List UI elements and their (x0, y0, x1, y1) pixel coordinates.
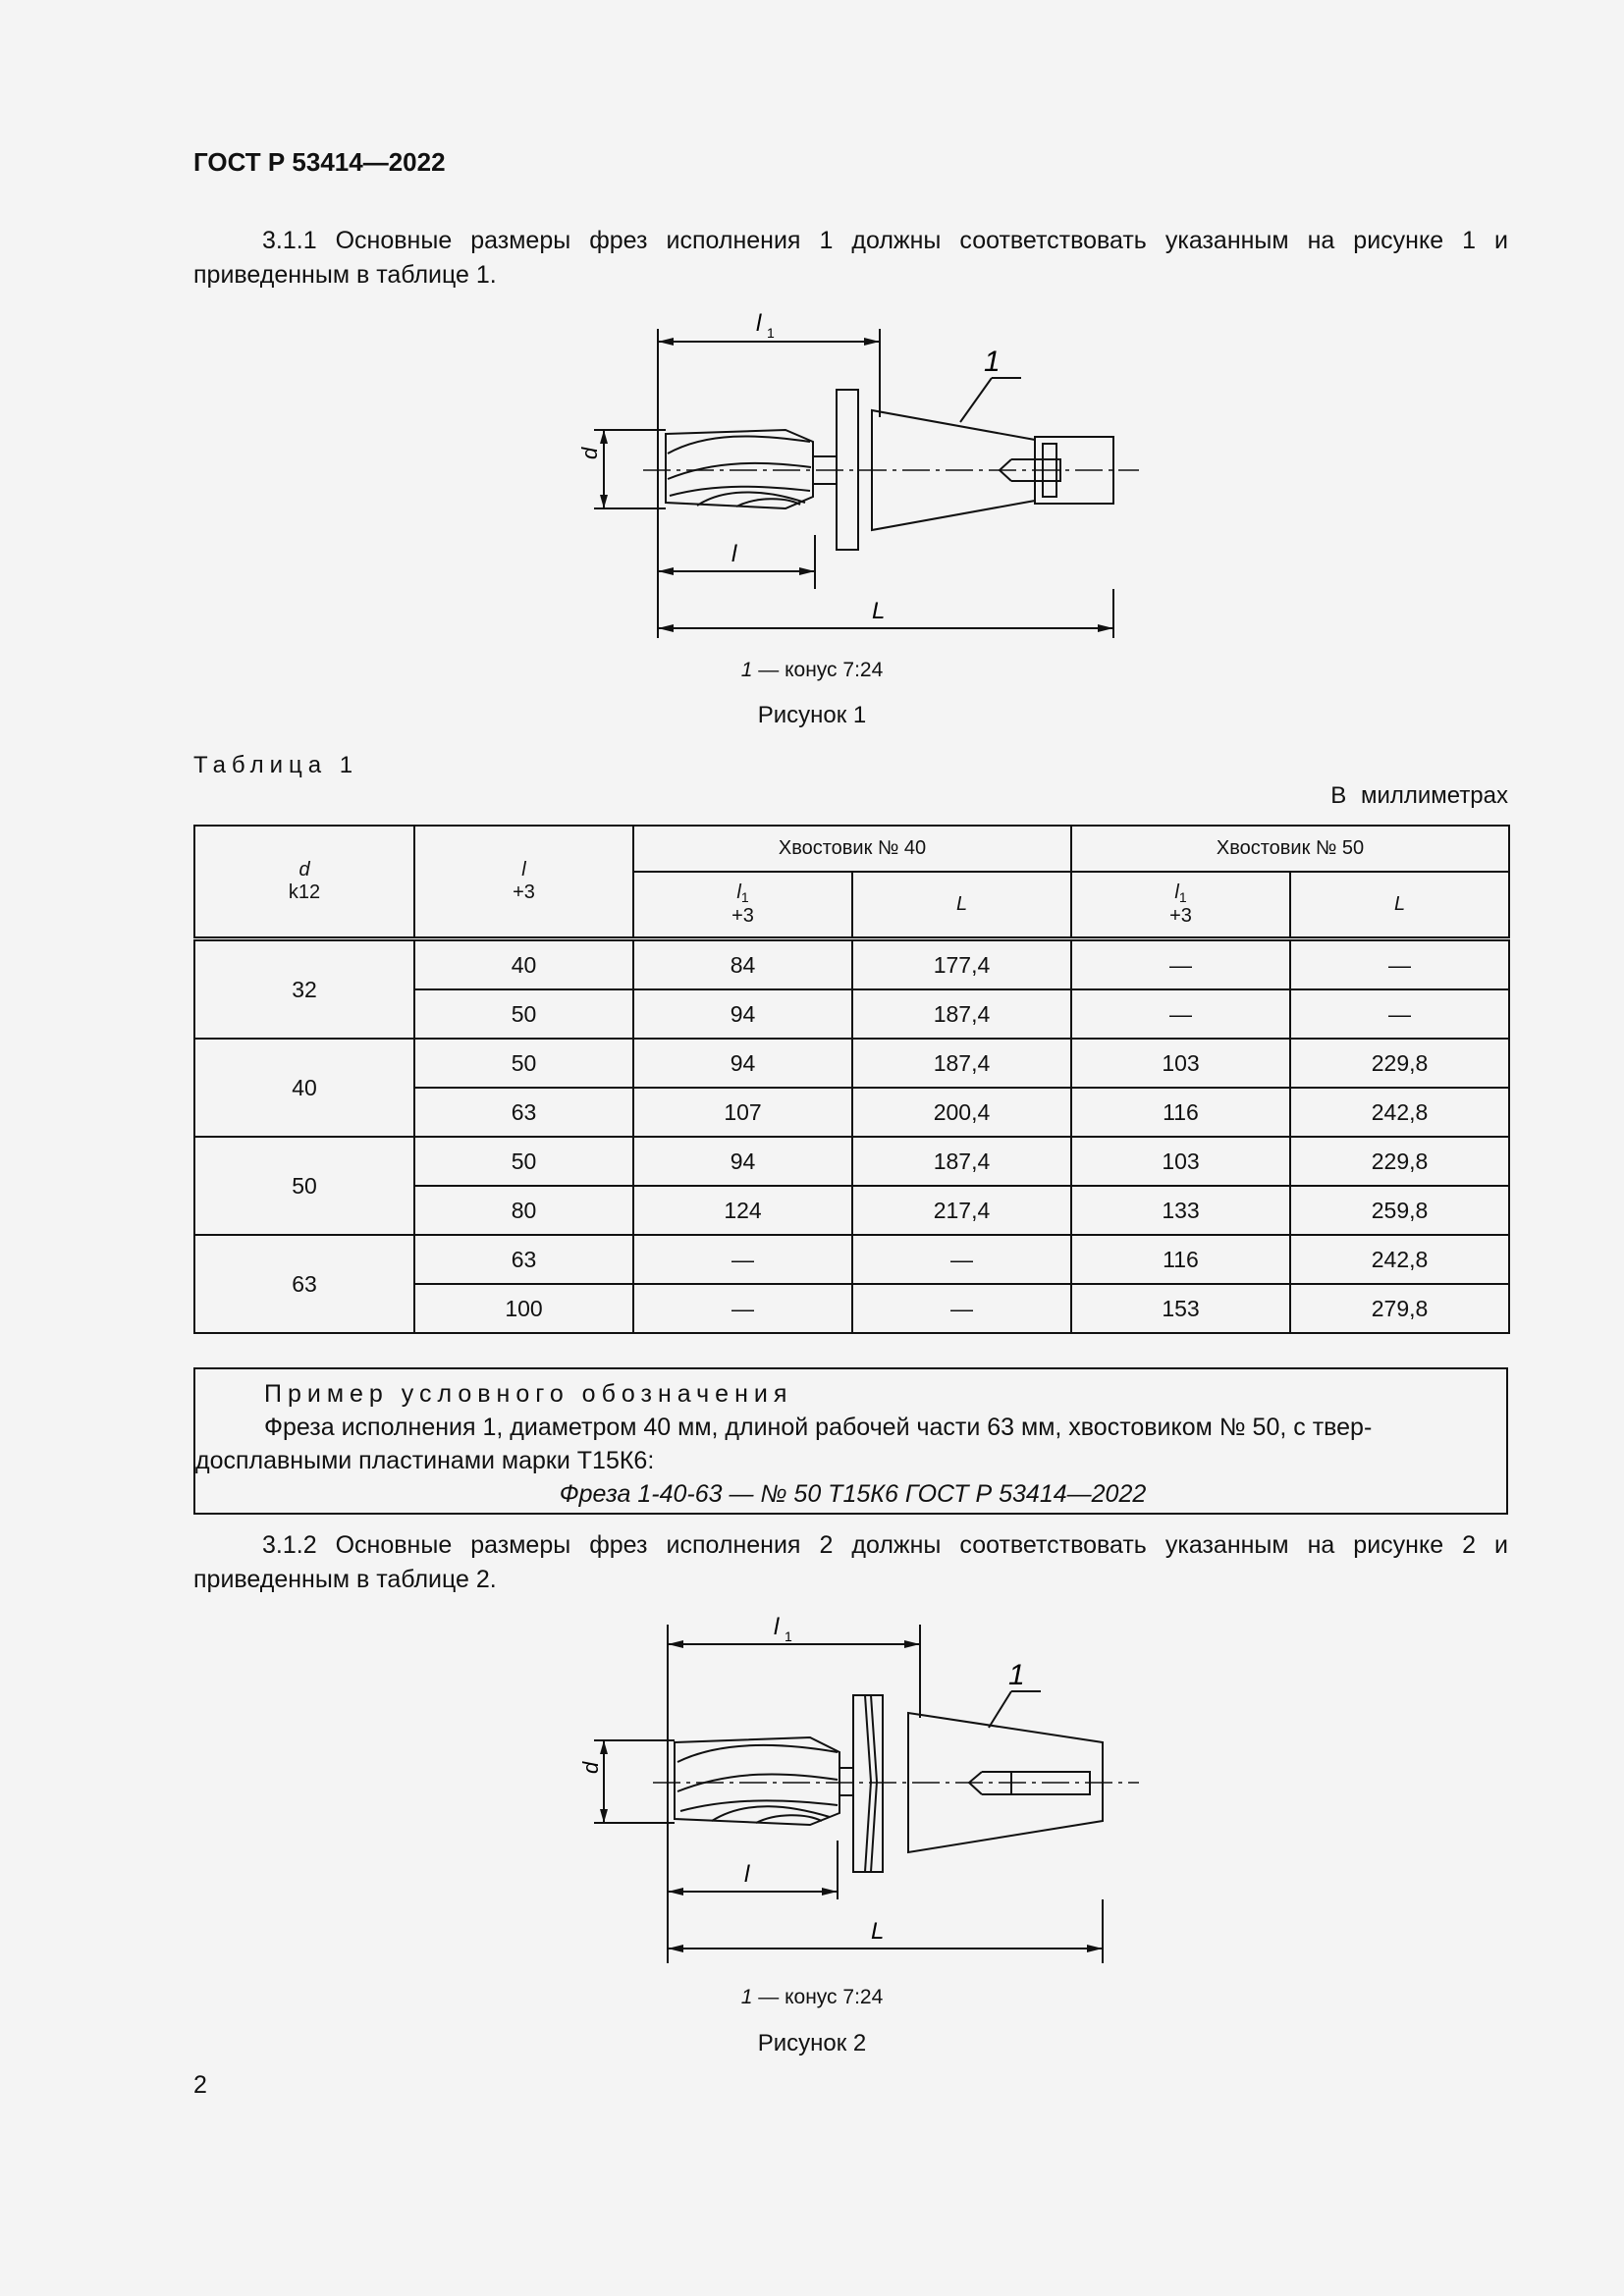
cell-l: 63 (414, 1235, 633, 1284)
dim-l-label: l (744, 1861, 750, 1888)
cell-l1-40: 84 (633, 939, 852, 990)
header-L-40: L (852, 872, 1071, 939)
cell-d: 50 (194, 1137, 414, 1235)
svg-text:1: 1 (785, 1629, 792, 1644)
dim-L-label: L (871, 1918, 885, 1945)
table-row (194, 939, 1509, 990)
cell-L-50: 279,8 (1290, 1284, 1509, 1333)
cell-L-40: 187,4 (852, 1137, 1071, 1186)
cell-l1-40: 124 (633, 1186, 852, 1235)
page-number: 2 (193, 2071, 207, 2099)
cell-L-40: 217,4 (852, 1186, 1071, 1235)
cell-l: 40 (414, 939, 633, 990)
figure-2-drawing (565, 1605, 1144, 1968)
cell-l1-50: — (1071, 989, 1290, 1039)
header-l1-40: $l_1$ +3 (633, 872, 852, 939)
cell-l1-50: 103 (1071, 1137, 1290, 1186)
cell-l: 80 (414, 1186, 633, 1235)
cell-l1-40: — (633, 1284, 852, 1333)
cell-l1-50: 153 (1071, 1284, 1290, 1333)
paragraph-3-1-2: 3.1.2 Основные размеры фрез исполнения 2 должны соответствовать указанным на рисунке 2 и приведенным в таблице 2. (193, 1531, 1508, 1593)
cell-L-40: — (852, 1284, 1071, 1333)
dim-d-label: d (578, 1761, 603, 1774)
header-L-50: L (1290, 872, 1509, 939)
header-l1-50: $l_1$ +3 (1071, 872, 1290, 939)
dim-L-label: L (872, 598, 886, 624)
cell-L-50: 259,8 (1290, 1186, 1509, 1235)
example-text: Фреза исполнения 1, диаметром 40 мм, длиной рабочей части 63 мм, хвостовиком № 50, с твер-досплавными пластинами марки Т15К6: (195, 1414, 1373, 1474)
paragraph-3-1-1: 3.1.1 Основные размеры фрез исполнения 1 должны соответствовать указанным на рисунке 1 и приведенным в таблице 1. (193, 227, 1508, 289)
callout-1: 1 (1008, 1659, 1025, 1691)
cell-L-40: 200,4 (852, 1088, 1071, 1137)
cell-L-40: — (852, 1235, 1071, 1284)
figure-1-title: Рисунок 1 (757, 702, 867, 728)
dim-l-label: l (731, 541, 737, 567)
example-designation: Фреза 1-40-63 — № 50 Т15К6 ГОСТ Р 53414—2022 (559, 1480, 1147, 1508)
cell-l1-40: 94 (633, 1039, 852, 1088)
cutter-body (666, 430, 813, 508)
figure-1-drawing (560, 294, 1149, 648)
cell-l1-50: 116 (1071, 1235, 1290, 1284)
table-row (194, 1235, 1509, 1284)
cell-l1-50: 116 (1071, 1088, 1290, 1137)
cell-l: 100 (414, 1284, 633, 1333)
cell-l: 50 (414, 1137, 633, 1186)
figure-2-title: Рисунок 2 (757, 2030, 867, 2056)
header-l: l +3 (414, 826, 633, 939)
callout-1: 1 (984, 346, 1001, 378)
cell-l1-40: 94 (633, 1137, 852, 1186)
cell-L-50: 229,8 (1290, 1137, 1509, 1186)
dim-l1-label: l (756, 310, 762, 337)
cell-L-40: 177,4 (852, 939, 1071, 990)
table-row (194, 1039, 1509, 1088)
header-shank-50: Хвостовик № 50 (1071, 826, 1509, 872)
cell-L-50: 242,8 (1290, 1235, 1509, 1284)
cell-l: 50 (414, 989, 633, 1039)
cell-l: 50 (414, 1039, 633, 1088)
flange-groove-2 (871, 1695, 883, 1872)
cell-L-50: — (1290, 939, 1509, 990)
table-1 (193, 825, 1510, 1334)
cell-l1-50: 103 (1071, 1039, 1290, 1088)
figure-1-legend: 1 — конус 7:24 (740, 659, 884, 681)
table-row (194, 1137, 1509, 1186)
header-shank-40: Хвостовик № 40 (633, 826, 1071, 872)
dim-l1-label: l (774, 1614, 780, 1640)
cell-d: 40 (194, 1039, 414, 1137)
figure-2-legend: 1 — конус 7:24 (740, 1986, 884, 2008)
cell-l1-50: 133 (1071, 1186, 1290, 1235)
document-header: ГОСТ Р 53414—2022 (193, 147, 446, 177)
cell-l: 63 (414, 1088, 633, 1137)
cell-L-50: 242,8 (1290, 1088, 1509, 1137)
cell-l1-50: — (1071, 939, 1290, 990)
cell-d: 32 (194, 939, 414, 1040)
cutter-body (675, 1737, 839, 1825)
cell-l1-40: 107 (633, 1088, 852, 1137)
cell-L-40: 187,4 (852, 989, 1071, 1039)
cell-L-40: 187,4 (852, 1039, 1071, 1088)
cell-l1-40: 94 (633, 989, 852, 1039)
svg-text:1: 1 (767, 325, 775, 341)
table-1-caption: Таблица 1 (193, 752, 359, 778)
table-1-units: В миллиметрах (1330, 782, 1508, 809)
flange-groove-1 (853, 1695, 871, 1872)
example-title: Пример условного обозначения (264, 1380, 793, 1408)
cell-L-50: 229,8 (1290, 1039, 1509, 1088)
cell-l1-40: — (633, 1235, 852, 1284)
cell-L-50: — (1290, 989, 1509, 1039)
dim-d-label: d (577, 447, 602, 459)
header-d: d k12 (194, 826, 414, 939)
designation-example-box (193, 1367, 1508, 1515)
cell-d: 63 (194, 1235, 414, 1333)
